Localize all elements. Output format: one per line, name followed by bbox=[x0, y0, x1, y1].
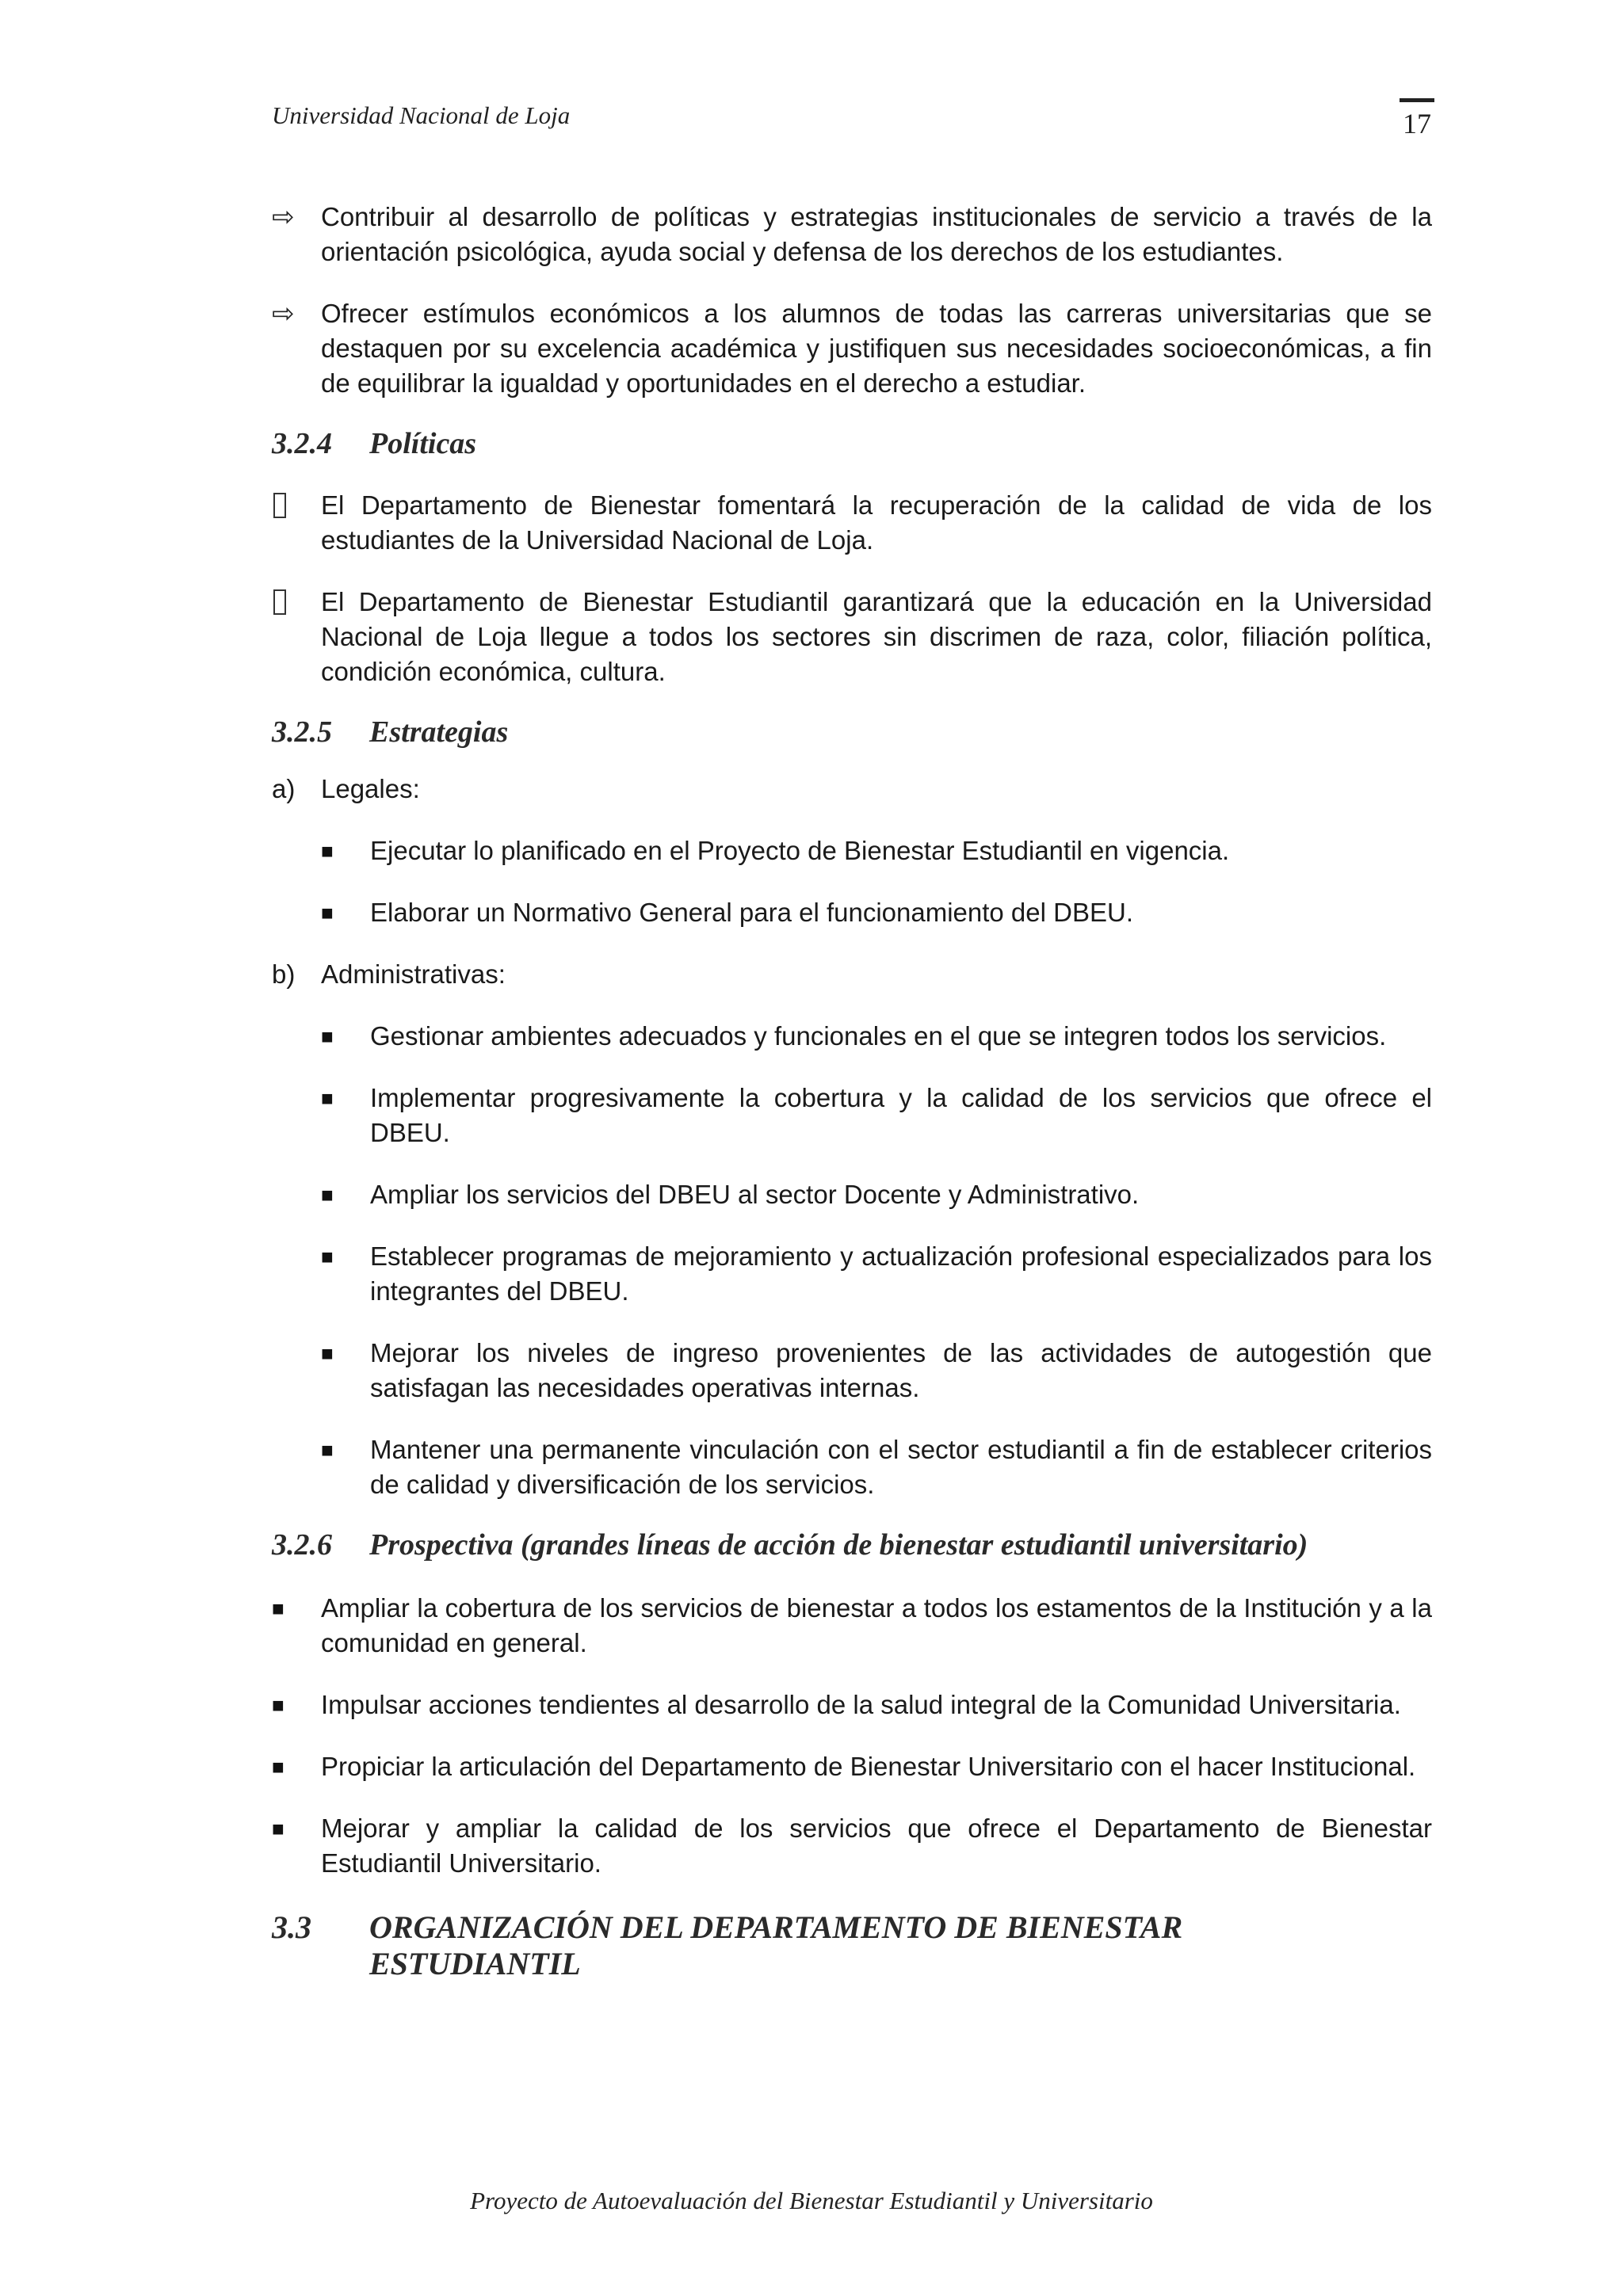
list-item-text: El Departamento de Bienestar Estudiantil garantizará que la educación en la Universidad Nacional de Loja llegue a todos los sectores sin discrimen de raza, color, filiación política, condición económica, cultura. bbox=[321, 587, 1432, 686]
list-item-text: Ampliar la cobertura de los servicios de bienestar a todos los estamentos de la Institución y a la comunidad en general. bbox=[321, 1593, 1432, 1657]
list-item-text: Ejecutar lo planificado en el Proyecto de Bienestar Estudiantil en vigencia. bbox=[370, 836, 1230, 865]
list-item-text: Mantener una permanente vinculación con el sector estudiantil a fin de establecer criterios de calidad y diversificación de los servicios. bbox=[370, 1435, 1432, 1499]
page-number-rule bbox=[1400, 98, 1434, 102]
list-item-text: Mejorar los niveles de ingreso provenientes de las actividades de autogestión que satisfagan las necesidades operativas internas. bbox=[370, 1338, 1432, 1402]
square-bullet-icon: ■ bbox=[321, 1438, 334, 1462]
square-bullet-icon: ■ bbox=[321, 1341, 334, 1365]
list-item bbox=[272, 895, 1432, 930]
list-item bbox=[272, 1336, 1432, 1405]
list-item-text: Implementar progresivamente la cobertura y la calidad de los servicios que ofrece el DBEU. bbox=[370, 1083, 1432, 1147]
list-item bbox=[272, 1081, 1432, 1150]
square-bullet-icon: ■ bbox=[321, 1086, 334, 1110]
document-body bbox=[272, 200, 1432, 1982]
bullet-box-icon bbox=[272, 488, 321, 558]
list-item-text: Ofrecer estímulos económicos a los alumnos de todas las carreras universitarias que se destaquen por su excelencia académica y justifiquen sus necesidades socioeconómicas, a fin de equilibrar la igualdad y oportunidades en el derecho a estudiar. bbox=[321, 299, 1432, 398]
square-bullet-icon: ■ bbox=[321, 901, 334, 925]
list-item bbox=[272, 1591, 1432, 1661]
section-title: Estrategias bbox=[369, 715, 509, 749]
bullet-box-icon bbox=[272, 585, 321, 689]
list-item bbox=[272, 585, 1432, 689]
square-bullet-icon: ■ bbox=[272, 1817, 285, 1840]
arrow-icon: ⇨ bbox=[272, 202, 295, 232]
list-item-text: Mejorar y ampliar la calidad de los servicios que ofrece el Departamento de Bienestar Estudiantil Universitario. bbox=[321, 1814, 1432, 1878]
list-item-text: Administrativas: bbox=[321, 959, 506, 989]
square-bullet-icon: ■ bbox=[272, 1596, 285, 1620]
list-item bbox=[272, 1811, 1432, 1881]
section-number: 3.2.4 bbox=[272, 427, 332, 460]
section-heading bbox=[272, 713, 1432, 751]
square-bullet-icon: ■ bbox=[321, 1183, 334, 1207]
list-item bbox=[272, 296, 1432, 401]
list-item-text: Establecer programas de mejoramiento y actualización profesional especializados para los integrantes del DBEU. bbox=[370, 1241, 1432, 1306]
list-item bbox=[272, 1019, 1432, 1054]
section-heading bbox=[272, 1526, 1432, 1564]
square-bullet-icon: ■ bbox=[321, 839, 334, 863]
section-title: ORGANIZACIÓN DEL DEPARTAMENTO DE BIENESTAR ESTUDIANTIL bbox=[369, 1909, 1183, 1981]
list-item bbox=[272, 1688, 1432, 1722]
list-item bbox=[272, 1239, 1432, 1309]
square-bullet-icon: ■ bbox=[272, 1693, 285, 1717]
list-letter: b) bbox=[272, 959, 296, 989]
list-item bbox=[272, 772, 1432, 807]
list-letter: a) bbox=[272, 774, 296, 803]
list-item-text: Contribuir al desarrollo de políticas y estrategias institucionales de servicio a través de la orientación psicológica, ayuda social y defensa de los derechos de los estudiantes. bbox=[321, 202, 1432, 266]
list-item-text: Legales: bbox=[321, 774, 420, 803]
list-item-text: Ampliar los servicios del DBEU al sector Docente y Administrativo. bbox=[370, 1180, 1140, 1209]
list-item bbox=[272, 1749, 1432, 1784]
list-item-text: Propiciar la articulación del Departamento de Bienestar Universitario con el hacer Institucional. bbox=[321, 1752, 1416, 1781]
list-item-text: Elaborar un Normativo General para el funcionamiento del DBEU. bbox=[370, 898, 1133, 927]
square-bullet-icon: ■ bbox=[321, 1245, 334, 1268]
list-item-text: Gestionar ambientes adecuados y funcionales en el que se integren todos los servicios. bbox=[370, 1021, 1387, 1051]
list-item bbox=[272, 1432, 1432, 1502]
square-bullet-icon: ■ bbox=[321, 1024, 334, 1048]
list-item-text: El Departamento de Bienestar fomentará la recuperación de la calidad de vida de los estudiantes de la Universidad Nacional de Loja. bbox=[321, 490, 1432, 555]
page-footer: Proyecto de Autoevaluación del Bienestar Estudiantil y Universitario bbox=[470, 2187, 1153, 2214]
arrow-icon: ⇨ bbox=[272, 299, 295, 329]
section-number: 3.2.6 bbox=[272, 1528, 332, 1562]
section-heading bbox=[272, 425, 1432, 463]
list-item bbox=[272, 1177, 1432, 1212]
section-number: 3.2.5 bbox=[272, 715, 332, 749]
list-item bbox=[272, 957, 1432, 992]
section-title: Políticas bbox=[369, 427, 477, 460]
section-number: 3.3 bbox=[272, 1909, 311, 1945]
section-title: Prospectiva (grandes líneas de acción de bienestar estudiantil universitario) bbox=[369, 1528, 1308, 1562]
page-number-block bbox=[1400, 98, 1434, 140]
square-bullet-icon: ■ bbox=[272, 1755, 285, 1779]
list-item bbox=[272, 833, 1432, 868]
page-number: 17 bbox=[1403, 108, 1431, 139]
list-item-text: Impulsar acciones tendientes al desarrollo de la salud integral de la Comunidad Universitaria. bbox=[321, 1690, 1401, 1719]
section-heading bbox=[272, 1909, 1254, 1982]
list-item bbox=[272, 200, 1432, 269]
running-header-title: Universidad Nacional de Loja bbox=[272, 101, 571, 129]
list-item bbox=[272, 488, 1432, 558]
